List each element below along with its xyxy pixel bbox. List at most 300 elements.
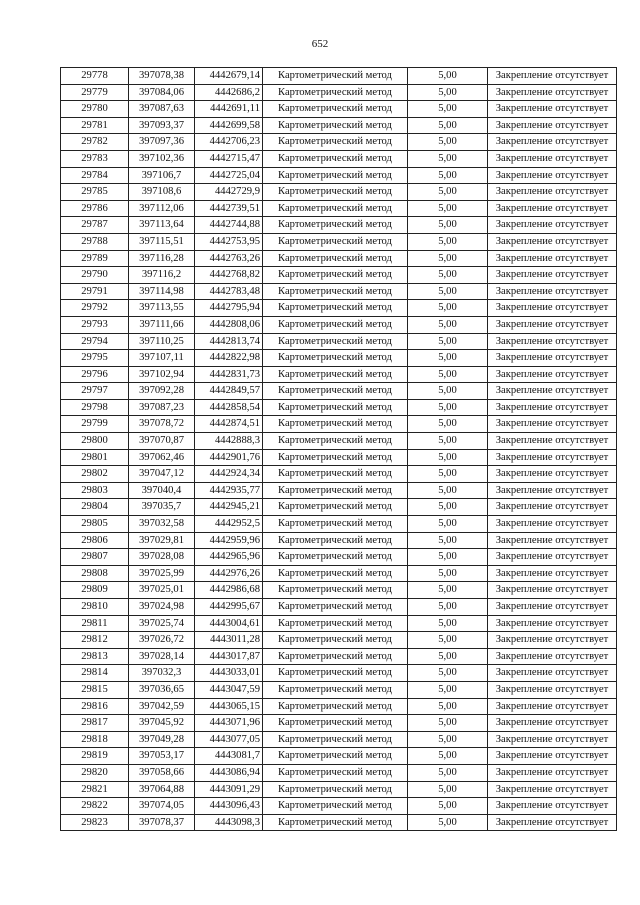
error-cell: 5,00 [408,764,488,781]
error-cell: 5,00 [408,84,488,101]
y-coordinate-cell: 4443004,61 [195,615,263,632]
y-coordinate-cell: 4443071,96 [195,715,263,732]
error-cell: 5,00 [408,300,488,317]
point-number-cell: 29778 [61,68,129,85]
error-cell: 5,00 [408,731,488,748]
method-cell: Картометрический метод [263,217,408,234]
point-number-cell: 29800 [61,433,129,450]
x-coordinate-cell: 397025,74 [129,615,195,632]
point-number-cell: 29804 [61,499,129,516]
y-coordinate-cell: 4443077,05 [195,731,263,748]
point-number-cell: 29810 [61,599,129,616]
table-row [61,665,617,682]
y-coordinate-cell: 4443098,3 [195,814,263,831]
method-cell: Картометрический метод [263,466,408,483]
error-cell: 5,00 [408,167,488,184]
table-row [61,167,617,184]
y-coordinate-cell: 4442783,48 [195,283,263,300]
point-number-cell: 29785 [61,184,129,201]
error-cell: 5,00 [408,748,488,765]
y-coordinate-cell: 4442795,94 [195,300,263,317]
x-coordinate-cell: 397032,58 [129,516,195,533]
y-coordinate-cell: 4442763,26 [195,250,263,267]
error-cell: 5,00 [408,449,488,466]
error-cell: 5,00 [408,134,488,151]
fixing-cell: Закрепление отсутствует [488,333,617,350]
table-row [61,217,617,234]
table-row [61,267,617,284]
error-cell: 5,00 [408,433,488,450]
point-number-cell: 29812 [61,632,129,649]
fixing-cell: Закрепление отсутствует [488,549,617,566]
x-coordinate-cell: 397087,63 [129,101,195,118]
error-cell: 5,00 [408,681,488,698]
point-number-cell: 29802 [61,466,129,483]
table-row [61,433,617,450]
y-coordinate-cell: 4442874,51 [195,416,263,433]
x-coordinate-cell: 397049,28 [129,731,195,748]
y-coordinate-cell: 4443047,59 [195,681,263,698]
error-cell: 5,00 [408,399,488,416]
fixing-cell: Закрепление отсутствует [488,814,617,831]
table-row [61,117,617,134]
point-number-cell: 29808 [61,565,129,582]
fixing-cell: Закрепление отсутствует [488,764,617,781]
x-coordinate-cell: 397078,38 [129,68,195,85]
y-coordinate-cell: 4443091,29 [195,781,263,798]
fixing-cell: Закрепление отсутствует [488,383,617,400]
fixing-cell: Закрепление отсутствует [488,715,617,732]
x-coordinate-cell: 397026,72 [129,632,195,649]
method-cell: Картометрический метод [263,814,408,831]
method-cell: Картометрический метод [263,366,408,383]
x-coordinate-cell: 397102,36 [129,150,195,167]
error-cell: 5,00 [408,532,488,549]
table-row [61,184,617,201]
y-coordinate-cell: 4442739,51 [195,200,263,217]
fixing-cell: Закрепление отсутствует [488,599,617,616]
method-cell: Картометрический метод [263,283,408,300]
x-coordinate-cell: 397106,7 [129,167,195,184]
fixing-cell: Закрепление отсутствует [488,615,617,632]
error-cell: 5,00 [408,233,488,250]
point-number-cell: 29789 [61,250,129,267]
method-cell: Картометрический метод [263,665,408,682]
fixing-cell: Закрепление отсутствует [488,482,617,499]
x-coordinate-cell: 397074,05 [129,798,195,815]
point-number-cell: 29793 [61,316,129,333]
method-cell: Картометрический метод [263,715,408,732]
point-number-cell: 29811 [61,615,129,632]
method-cell: Картометрический метод [263,184,408,201]
table-row [61,516,617,533]
x-coordinate-cell: 397064,88 [129,781,195,798]
table-row [61,283,617,300]
error-cell: 5,00 [408,333,488,350]
y-coordinate-cell: 4442822,98 [195,350,263,367]
table-row [61,84,617,101]
x-coordinate-cell: 397107,11 [129,350,195,367]
y-coordinate-cell: 4442965,96 [195,549,263,566]
table-row [61,632,617,649]
table-row [61,383,617,400]
x-coordinate-cell: 397035,7 [129,499,195,516]
x-coordinate-cell: 397078,37 [129,814,195,831]
table-row [61,482,617,499]
fixing-cell: Закрепление отсутствует [488,366,617,383]
fixing-cell: Закрепление отсутствует [488,84,617,101]
y-coordinate-cell: 4443081,7 [195,748,263,765]
table-row [61,101,617,118]
table-body [61,68,617,831]
error-cell: 5,00 [408,101,488,118]
y-coordinate-cell: 4442691,11 [195,101,263,118]
method-cell: Картометрический метод [263,68,408,85]
fixing-cell: Закрепление отсутствует [488,466,617,483]
point-number-cell: 29819 [61,748,129,765]
fixing-cell: Закрепление отсутствует [488,731,617,748]
x-coordinate-cell: 397108,6 [129,184,195,201]
point-number-cell: 29791 [61,283,129,300]
point-number-cell: 29821 [61,781,129,798]
method-cell: Картометрический метод [263,416,408,433]
point-number-cell: 29788 [61,233,129,250]
fixing-cell: Закрепление отсутствует [488,101,617,118]
x-coordinate-cell: 397058,66 [129,764,195,781]
x-coordinate-cell: 397102,94 [129,366,195,383]
table-row [61,798,617,815]
y-coordinate-cell: 4442831,73 [195,366,263,383]
fixing-cell: Закрепление отсутствует [488,781,617,798]
table-row [61,698,617,715]
y-coordinate-cell: 4442729,9 [195,184,263,201]
table-row [61,250,617,267]
point-number-cell: 29799 [61,416,129,433]
y-coordinate-cell: 4442699,58 [195,117,263,134]
table-row [61,549,617,566]
method-cell: Картометрический метод [263,516,408,533]
fixing-cell: Закрепление отсутствует [488,350,617,367]
y-coordinate-cell: 4442744,88 [195,217,263,234]
table-row [61,532,617,549]
point-number-cell: 29779 [61,84,129,101]
point-number-cell: 29801 [61,449,129,466]
table-row [61,731,617,748]
fixing-cell: Закрепление отсутствует [488,150,617,167]
fixing-cell: Закрепление отсутствует [488,681,617,698]
x-coordinate-cell: 397028,08 [129,549,195,566]
method-cell: Картометрический метод [263,150,408,167]
error-cell: 5,00 [408,665,488,682]
point-number-cell: 29817 [61,715,129,732]
error-cell: 5,00 [408,117,488,134]
point-number-cell: 29807 [61,549,129,566]
y-coordinate-cell: 4442888,3 [195,433,263,450]
error-cell: 5,00 [408,698,488,715]
x-coordinate-cell: 397045,92 [129,715,195,732]
table-row [61,814,617,831]
point-number-cell: 29786 [61,200,129,217]
error-cell: 5,00 [408,499,488,516]
point-number-cell: 29796 [61,366,129,383]
method-cell: Картометрический метод [263,615,408,632]
fixing-cell: Закрепление отсутствует [488,217,617,234]
fixing-cell: Закрепление отсутствует [488,200,617,217]
method-cell: Картометрический метод [263,250,408,267]
method-cell: Картометрический метод [263,399,408,416]
table-row [61,715,617,732]
table-row [61,134,617,151]
error-cell: 5,00 [408,150,488,167]
error-cell: 5,00 [408,250,488,267]
fixing-cell: Закрепление отсутствует [488,565,617,582]
point-number-cell: 29809 [61,582,129,599]
method-cell: Картометрический метод [263,449,408,466]
method-cell: Картометрический метод [263,698,408,715]
x-coordinate-cell: 397025,99 [129,565,195,582]
table-row [61,233,617,250]
table-row [61,399,617,416]
fixing-cell: Закрепление отсутствует [488,698,617,715]
x-coordinate-cell: 397029,81 [129,532,195,549]
method-cell: Картометрический метод [263,134,408,151]
point-number-cell: 29815 [61,681,129,698]
error-cell: 5,00 [408,283,488,300]
error-cell: 5,00 [408,316,488,333]
table-row [61,764,617,781]
table-row [61,499,617,516]
x-coordinate-cell: 397024,98 [129,599,195,616]
y-coordinate-cell: 4442813,74 [195,333,263,350]
fixing-cell: Закрепление отсутствует [488,632,617,649]
fixing-cell: Закрепление отсутствует [488,134,617,151]
method-cell: Картометрический метод [263,200,408,217]
table-row [61,599,617,616]
y-coordinate-cell: 4442725,04 [195,167,263,184]
fixing-cell: Закрепление отсутствует [488,798,617,815]
x-coordinate-cell: 397047,12 [129,466,195,483]
error-cell: 5,00 [408,184,488,201]
method-cell: Картометрический метод [263,532,408,549]
point-number-cell: 29805 [61,516,129,533]
error-cell: 5,00 [408,715,488,732]
x-coordinate-cell: 397036,65 [129,681,195,698]
fixing-cell: Закрепление отсутствует [488,516,617,533]
y-coordinate-cell: 4442986,68 [195,582,263,599]
fixing-cell: Закрепление отсутствует [488,665,617,682]
fixing-cell: Закрепление отсутствует [488,283,617,300]
error-cell: 5,00 [408,217,488,234]
table-row [61,615,617,632]
fixing-cell: Закрепление отсутствует [488,300,617,317]
error-cell: 5,00 [408,615,488,632]
x-coordinate-cell: 397042,59 [129,698,195,715]
fixing-cell: Закрепление отсутствует [488,267,617,284]
x-coordinate-cell: 397070,87 [129,433,195,450]
y-coordinate-cell: 4442679,14 [195,68,263,85]
error-cell: 5,00 [408,565,488,582]
y-coordinate-cell: 4442715,47 [195,150,263,167]
x-coordinate-cell: 397114,98 [129,283,195,300]
y-coordinate-cell: 4442959,96 [195,532,263,549]
x-coordinate-cell: 397087,23 [129,399,195,416]
table-row [61,681,617,698]
table-row [61,350,617,367]
point-number-cell: 29790 [61,267,129,284]
point-number-cell: 29822 [61,798,129,815]
table-row [61,316,617,333]
method-cell: Картометрический метод [263,748,408,765]
method-cell: Картометрический метод [263,84,408,101]
y-coordinate-cell: 4442935,77 [195,482,263,499]
table-row [61,150,617,167]
point-number-cell: 29787 [61,217,129,234]
point-number-cell: 29823 [61,814,129,831]
method-cell: Картометрический метод [263,632,408,649]
method-cell: Картометрический метод [263,433,408,450]
fixing-cell: Закрепление отсутствует [488,748,617,765]
x-coordinate-cell: 397084,06 [129,84,195,101]
table-row [61,200,617,217]
point-number-cell: 29783 [61,150,129,167]
y-coordinate-cell: 4442706,23 [195,134,263,151]
fixing-cell: Закрепление отсутствует [488,184,617,201]
point-number-cell: 29818 [61,731,129,748]
table-row [61,333,617,350]
fixing-cell: Закрепление отсутствует [488,648,617,665]
method-cell: Картометрический метод [263,764,408,781]
x-coordinate-cell: 397115,51 [129,233,195,250]
x-coordinate-cell: 397078,72 [129,416,195,433]
table-row [61,416,617,433]
fixing-cell: Закрепление отсутствует [488,449,617,466]
y-coordinate-cell: 4443086,94 [195,764,263,781]
coordinates-table [60,67,617,831]
error-cell: 5,00 [408,366,488,383]
error-cell: 5,00 [408,200,488,217]
method-cell: Картометрический метод [263,731,408,748]
point-number-cell: 29782 [61,134,129,151]
method-cell: Картометрический метод [263,499,408,516]
error-cell: 5,00 [408,516,488,533]
method-cell: Картометрический метод [263,333,408,350]
error-cell: 5,00 [408,350,488,367]
method-cell: Картометрический метод [263,781,408,798]
error-cell: 5,00 [408,466,488,483]
y-coordinate-cell: 4442901,76 [195,449,263,466]
y-coordinate-cell: 4442945,21 [195,499,263,516]
y-coordinate-cell: 4442858,54 [195,399,263,416]
y-coordinate-cell: 4442753,95 [195,233,263,250]
fixing-cell: Закрепление отсутствует [488,416,617,433]
table-row [61,582,617,599]
error-cell: 5,00 [408,632,488,649]
fixing-cell: Закрепление отсутствует [488,316,617,333]
method-cell: Картометрический метод [263,233,408,250]
table-row [61,300,617,317]
x-coordinate-cell: 397112,06 [129,200,195,217]
x-coordinate-cell: 397032,3 [129,665,195,682]
x-coordinate-cell: 397040,4 [129,482,195,499]
method-cell: Картометрический метод [263,167,408,184]
method-cell: Картометрический метод [263,267,408,284]
table-row [61,748,617,765]
method-cell: Картометрический метод [263,565,408,582]
y-coordinate-cell: 4442686,2 [195,84,263,101]
method-cell: Картометрический метод [263,648,408,665]
method-cell: Картометрический метод [263,300,408,317]
x-coordinate-cell: 397111,66 [129,316,195,333]
error-cell: 5,00 [408,68,488,85]
y-coordinate-cell: 4443017,87 [195,648,263,665]
y-coordinate-cell: 4442976,26 [195,565,263,582]
method-cell: Картометрический метод [263,599,408,616]
fixing-cell: Закрепление отсутствует [488,433,617,450]
fixing-cell: Закрепление отсутствует [488,167,617,184]
y-coordinate-cell: 4442995,67 [195,599,263,616]
point-number-cell: 29806 [61,532,129,549]
point-number-cell: 29803 [61,482,129,499]
y-coordinate-cell: 4442849,57 [195,383,263,400]
y-coordinate-cell: 4443011,28 [195,632,263,649]
error-cell: 5,00 [408,582,488,599]
fixing-cell: Закрепление отсутствует [488,68,617,85]
fixing-cell: Закрепление отсутствует [488,582,617,599]
method-cell: Картометрический метод [263,681,408,698]
point-number-cell: 29813 [61,648,129,665]
y-coordinate-cell: 4443065,15 [195,698,263,715]
point-number-cell: 29795 [61,350,129,367]
x-coordinate-cell: 397116,28 [129,250,195,267]
x-coordinate-cell: 397097,36 [129,134,195,151]
y-coordinate-cell: 4442808,06 [195,316,263,333]
x-coordinate-cell: 397028,14 [129,648,195,665]
x-coordinate-cell: 397116,2 [129,267,195,284]
y-coordinate-cell: 4442768,82 [195,267,263,284]
table-row [61,466,617,483]
fixing-cell: Закрепление отсутствует [488,532,617,549]
table-row [61,781,617,798]
method-cell: Картометрический метод [263,101,408,118]
error-cell: 5,00 [408,383,488,400]
x-coordinate-cell: 397113,64 [129,217,195,234]
error-cell: 5,00 [408,648,488,665]
point-number-cell: 29820 [61,764,129,781]
point-number-cell: 29780 [61,101,129,118]
point-number-cell: 29814 [61,665,129,682]
method-cell: Картометрический метод [263,549,408,566]
table-row [61,366,617,383]
point-number-cell: 29784 [61,167,129,184]
error-cell: 5,00 [408,482,488,499]
error-cell: 5,00 [408,798,488,815]
error-cell: 5,00 [408,267,488,284]
method-cell: Картометрический метод [263,582,408,599]
table-row [61,648,617,665]
x-coordinate-cell: 397113,55 [129,300,195,317]
y-coordinate-cell: 4442924,34 [195,466,263,483]
y-coordinate-cell: 4443096,43 [195,798,263,815]
table-row [61,449,617,466]
error-cell: 5,00 [408,814,488,831]
method-cell: Картометрический метод [263,798,408,815]
x-coordinate-cell: 397092,28 [129,383,195,400]
fixing-cell: Закрепление отсутствует [488,250,617,267]
method-cell: Картометрический метод [263,383,408,400]
x-coordinate-cell: 397025,01 [129,582,195,599]
method-cell: Картометрический метод [263,117,408,134]
y-coordinate-cell: 4442952,5 [195,516,263,533]
